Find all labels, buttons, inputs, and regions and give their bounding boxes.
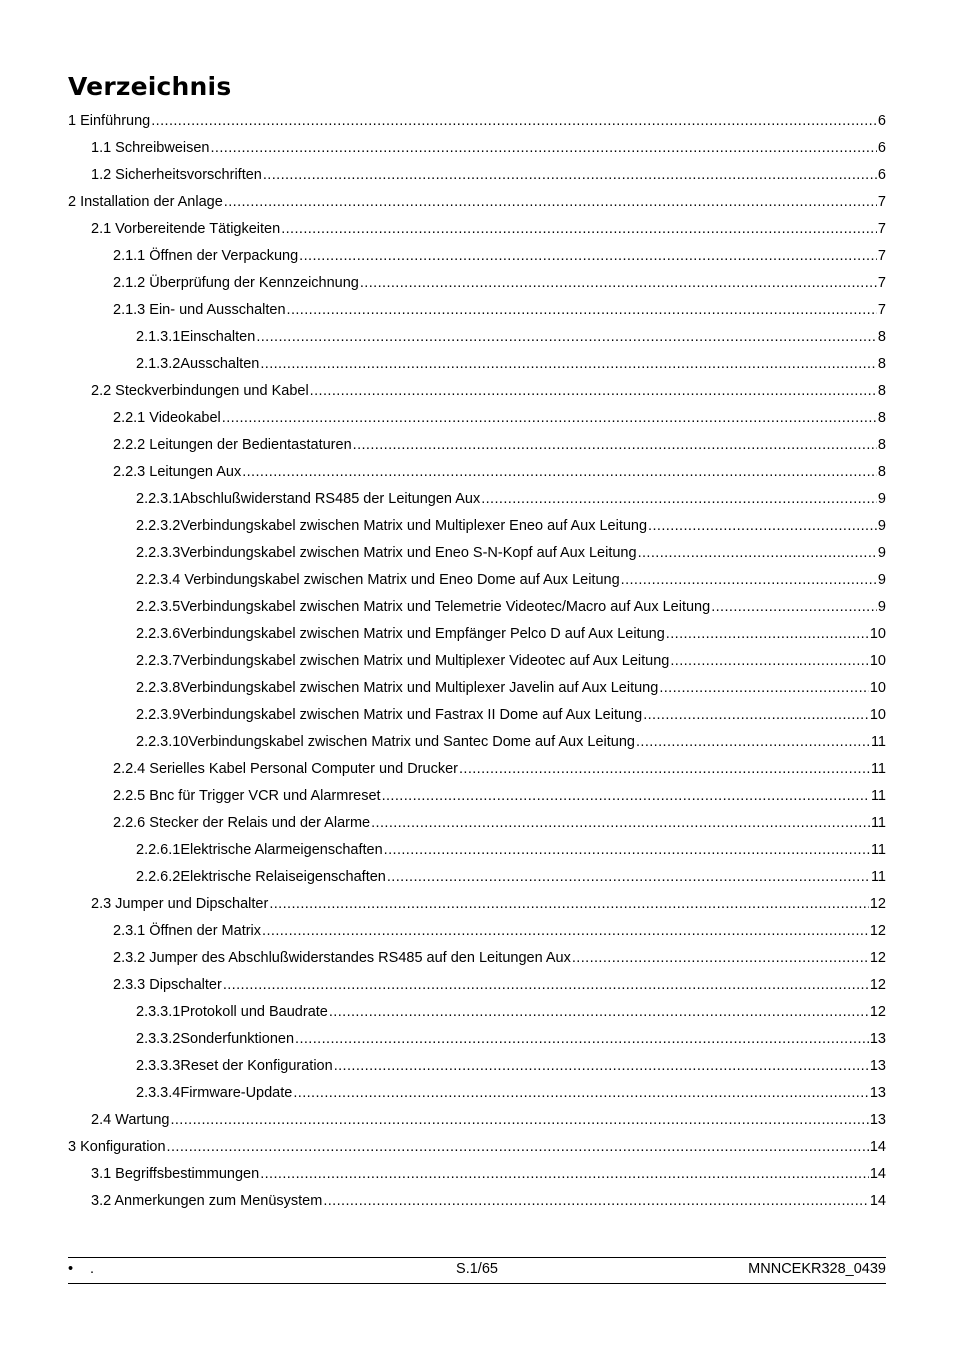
toc-entry[interactable] — [68, 1080, 886, 1107]
toc-leader-dots — [572, 945, 869, 972]
toc-leader-dots — [151, 108, 877, 135]
toc-entry-title: 1.2 Sicherheitsvorschriften — [91, 167, 262, 183]
toc-entry-page: 11 — [870, 761, 886, 777]
toc-leader-dots — [384, 837, 870, 864]
toc-leader-dots — [256, 324, 877, 351]
toc-entry-title: 2.3 Jumper und Dipschalter — [91, 896, 269, 912]
toc-entry-page: 13 — [869, 1058, 886, 1074]
toc-entry-title: 2.2.3.6Verbindungskabel zwischen Matrix und Empfänger Pelco D auf Aux Leitung — [136, 626, 665, 642]
toc-leader-dots — [334, 1053, 869, 1080]
toc-entry-title: 2.3.3.3Reset der Konfiguration — [136, 1058, 333, 1074]
toc-leader-dots — [299, 243, 877, 270]
footer-dot: . — [90, 1261, 95, 1277]
toc-leader-dots — [310, 378, 877, 405]
toc-leader-dots — [167, 1134, 869, 1161]
footer-bullet: • — [68, 1261, 74, 1277]
toc-entry-title: 2.2.3.7Verbindungskabel zwischen Matrix und Multiplexer Videotec auf Aux Leitung — [136, 653, 670, 669]
toc-entry-title: 2.2.3.9Verbindungskabel zwischen Matrix und Fastrax II Dome auf Aux Leitung — [136, 707, 643, 723]
toc-entry[interactable] — [68, 432, 886, 459]
toc-entry[interactable] — [68, 270, 886, 297]
toc-entry-page: 12 — [869, 923, 886, 939]
toc-entry[interactable] — [68, 864, 886, 891]
toc-leader-dots — [260, 1161, 869, 1188]
toc-leader-dots — [459, 756, 870, 783]
toc-entry-title: 2.2.3 Leitungen Aux — [113, 464, 242, 480]
toc-entry-title: 2.2.2 Leitungen der Bedientastaturen — [113, 437, 352, 453]
toc-entry-page: 8 — [877, 356, 886, 372]
toc-entry-title: 2.4 Wartung — [91, 1112, 170, 1128]
toc-entry-title: 2.2.3.8Verbindungskabel zwischen Matrix und Multiplexer Javelin auf Aux Leitung — [136, 680, 659, 696]
toc-entry-page: 12 — [869, 1004, 886, 1020]
toc-entry-title: 2.1.3.2Ausschalten — [136, 356, 260, 372]
toc-leader-dots — [638, 540, 877, 567]
toc-entry-page: 10 — [869, 680, 886, 696]
toc-entry-page: 11 — [870, 842, 886, 858]
toc-entry[interactable] — [68, 297, 886, 324]
toc-entry-page: 10 — [869, 653, 886, 669]
toc-leader-dots — [648, 513, 877, 540]
toc-entry-title: 1.1 Schreibweisen — [91, 140, 210, 156]
footer-document-id: MNNCEKR328_0439 — [748, 1261, 886, 1277]
toc-entry-title: 3.2 Anmerkungen zum Menüsystem — [91, 1193, 323, 1209]
toc-leader-dots — [224, 189, 877, 216]
toc-entry-page: 7 — [877, 248, 886, 264]
toc-entry-title: 2.1.2 Überprüfung der Kennzeichnung — [113, 275, 359, 291]
toc-entry-page: 6 — [877, 167, 886, 183]
toc-leader-dots — [371, 810, 870, 837]
toc-entry-page: 10 — [869, 626, 886, 642]
toc-entry-page: 11 — [870, 869, 886, 885]
toc-entry[interactable] — [68, 810, 886, 837]
toc-entry[interactable] — [68, 783, 886, 810]
toc-entry-page: 11 — [870, 788, 886, 804]
toc-entry[interactable] — [68, 459, 886, 486]
toc-leader-dots — [621, 567, 877, 594]
toc-entry[interactable] — [68, 1134, 886, 1161]
toc-entry[interactable] — [68, 189, 886, 216]
toc-entry[interactable] — [68, 891, 886, 918]
table-of-contents — [68, 108, 886, 1215]
toc-entry[interactable] — [68, 621, 886, 648]
toc-entry-title: 2.3.3.1Protokoll und Baudrate — [136, 1004, 328, 1020]
toc-leader-dots — [387, 864, 870, 891]
toc-entry-title: 2 Installation der Anlage — [68, 194, 223, 210]
toc-entry[interactable] — [68, 918, 886, 945]
toc-entry-page: 7 — [877, 221, 886, 237]
toc-leader-dots — [670, 648, 869, 675]
toc-entry[interactable] — [68, 945, 886, 972]
toc-entry[interactable] — [68, 567, 886, 594]
toc-entry-page: 10 — [869, 707, 886, 723]
toc-entry-page: 8 — [877, 464, 886, 480]
toc-entry[interactable] — [68, 162, 886, 189]
toc-entry-page: 13 — [869, 1085, 886, 1101]
toc-entry-title: 2.2.3.1Abschlußwiderstand RS485 der Leitungen Aux — [136, 491, 481, 507]
toc-entry-page: 13 — [869, 1031, 886, 1047]
toc-entry-title: 3.1 Begriffsbestimmungen — [91, 1166, 260, 1182]
toc-entry-title: 2.2.3.3Verbindungskabel zwischen Matrix und Eneo S-N-Kopf auf Aux Leitung — [136, 545, 637, 561]
toc-leader-dots — [329, 999, 869, 1026]
toc-entry-page: 9 — [877, 518, 886, 534]
toc-entry-page: 8 — [877, 383, 886, 399]
toc-entry[interactable] — [68, 135, 886, 162]
toc-entry[interactable] — [68, 675, 886, 702]
toc-entry[interactable] — [68, 837, 886, 864]
toc-entry-title: 2.2.6.2Elektrische Relaiseigenschaften — [136, 869, 386, 885]
toc-entry[interactable] — [68, 729, 886, 756]
page-footer — [68, 1257, 886, 1284]
toc-entry-page: 12 — [869, 977, 886, 993]
toc-entry[interactable] — [68, 1188, 886, 1215]
toc-leader-dots — [269, 891, 869, 918]
toc-entry-title: 2.2.6.1Elektrische Alarmeigenschaften — [136, 842, 383, 858]
toc-leader-dots — [659, 675, 869, 702]
toc-leader-dots — [222, 405, 877, 432]
toc-entry-title: 2.3.3 Dipschalter — [113, 977, 222, 993]
toc-leader-dots — [293, 1080, 869, 1107]
toc-entry[interactable] — [68, 486, 886, 513]
toc-leader-dots — [323, 1188, 869, 1215]
page-title: Verzeichnis — [68, 72, 232, 101]
toc-entry[interactable] — [68, 243, 886, 270]
toc-leader-dots — [262, 918, 869, 945]
toc-entry-page: 11 — [870, 734, 886, 750]
toc-entry[interactable] — [68, 1161, 886, 1188]
toc-entry[interactable] — [68, 324, 886, 351]
footer-page-number: S.1/65 — [456, 1261, 498, 1277]
toc-entry[interactable] — [68, 1107, 886, 1134]
toc-entry-title: 2.3.2 Jumper des Abschlußwiderstandes RS485 auf den Leitungen Aux — [113, 950, 571, 966]
toc-leader-dots — [211, 135, 877, 162]
toc-leader-dots — [170, 1107, 868, 1134]
toc-leader-dots — [260, 351, 877, 378]
toc-entry-page: 7 — [877, 275, 886, 291]
toc-leader-dots — [360, 270, 877, 297]
toc-entry[interactable] — [68, 1026, 886, 1053]
toc-entry-title: 2.2.1 Videokabel — [113, 410, 221, 426]
toc-entry-title: 2.2.6 Stecker der Relais und der Alarme — [113, 815, 371, 831]
toc-leader-dots — [382, 783, 870, 810]
toc-entry-title: 2.1.1 Öffnen der Verpackung — [113, 248, 299, 264]
toc-entry-title: 2.2.3.2Verbindungskabel zwischen Matrix und Multiplexer Eneo auf Aux Leitung — [136, 518, 648, 534]
toc-entry-page: 9 — [877, 491, 886, 507]
toc-entry-title: 2.2.3.5Verbindungskabel zwischen Matrix und Telemetrie Videotec/Macro auf Aux Leitung — [136, 599, 711, 615]
toc-leader-dots — [223, 972, 869, 999]
toc-entry[interactable] — [68, 702, 886, 729]
toc-entry[interactable] — [68, 756, 886, 783]
toc-entry[interactable] — [68, 648, 886, 675]
toc-entry-title: 2.3.3.2Sonderfunktionen — [136, 1031, 295, 1047]
toc-leader-dots — [242, 459, 877, 486]
toc-entry-title: 1 Einführung — [68, 113, 151, 129]
toc-leader-dots — [636, 729, 870, 756]
toc-entry-title: 2.2.5 Bnc für Trigger VCR und Alarmreset — [113, 788, 381, 804]
toc-entry[interactable] — [68, 999, 886, 1026]
toc-entry[interactable] — [68, 540, 886, 567]
toc-entry-page: 12 — [869, 896, 886, 912]
toc-entry-page: 8 — [877, 437, 886, 453]
toc-entry[interactable] — [68, 594, 886, 621]
toc-entry[interactable] — [68, 405, 886, 432]
toc-leader-dots — [481, 486, 877, 513]
toc-entry-page: 9 — [877, 572, 886, 588]
toc-entry-page: 9 — [877, 599, 886, 615]
toc-entry-page: 14 — [869, 1166, 886, 1182]
toc-entry-page: 12 — [869, 950, 886, 966]
toc-leader-dots — [281, 216, 877, 243]
toc-entry[interactable] — [68, 351, 886, 378]
toc-entry-title: 2.1.3 Ein- und Ausschalten — [113, 302, 286, 318]
toc-entry-page: 14 — [869, 1193, 886, 1209]
toc-entry[interactable] — [68, 216, 886, 243]
toc-entry-page: 8 — [877, 329, 886, 345]
toc-leader-dots — [287, 297, 877, 324]
toc-entry-page: 14 — [869, 1139, 886, 1155]
toc-entry-title: 3 Konfiguration — [68, 1139, 166, 1155]
toc-entry-page: 6 — [877, 140, 886, 156]
toc-entry-page: 7 — [877, 194, 886, 210]
toc-entry-title: 2.2.3.4 Verbindungskabel zwischen Matrix und Eneo Dome auf Aux Leitung — [136, 572, 620, 588]
toc-leader-dots — [295, 1026, 869, 1053]
toc-entry-page: 13 — [869, 1112, 886, 1128]
toc-entry-title: 2.3.3.4Firmware-Update — [136, 1085, 293, 1101]
toc-entry[interactable] — [68, 378, 886, 405]
toc-entry[interactable] — [68, 1053, 886, 1080]
toc-leader-dots — [643, 702, 869, 729]
toc-entry-page: 6 — [877, 113, 886, 129]
toc-entry-page: 11 — [870, 815, 886, 831]
toc-leader-dots — [666, 621, 869, 648]
toc-entry-title: 2.2 Steckverbindungen und Kabel — [91, 383, 309, 399]
toc-entry-title: 2.2.3.10Verbindungskabel zwischen Matrix und Santec Dome auf Aux Leitung — [136, 734, 635, 750]
toc-entry-title: 2.3.1 Öffnen der Matrix — [113, 923, 262, 939]
toc-entry-page: 9 — [877, 545, 886, 561]
toc-entry-title: 2.2.4 Serielles Kabel Personal Computer und Drucker — [113, 761, 458, 777]
toc-leader-dots — [353, 432, 877, 459]
toc-entry-page: 8 — [877, 410, 886, 426]
toc-entry-title: 2.1 Vorbereitende Tätigkeiten — [91, 221, 281, 237]
toc-entry-page: 7 — [877, 302, 886, 318]
toc-entry[interactable] — [68, 513, 886, 540]
toc-entry[interactable] — [68, 108, 886, 135]
toc-entry[interactable] — [68, 972, 886, 999]
toc-leader-dots — [263, 162, 877, 189]
toc-entry-title: 2.1.3.1Einschalten — [136, 329, 256, 345]
toc-leader-dots — [711, 594, 877, 621]
